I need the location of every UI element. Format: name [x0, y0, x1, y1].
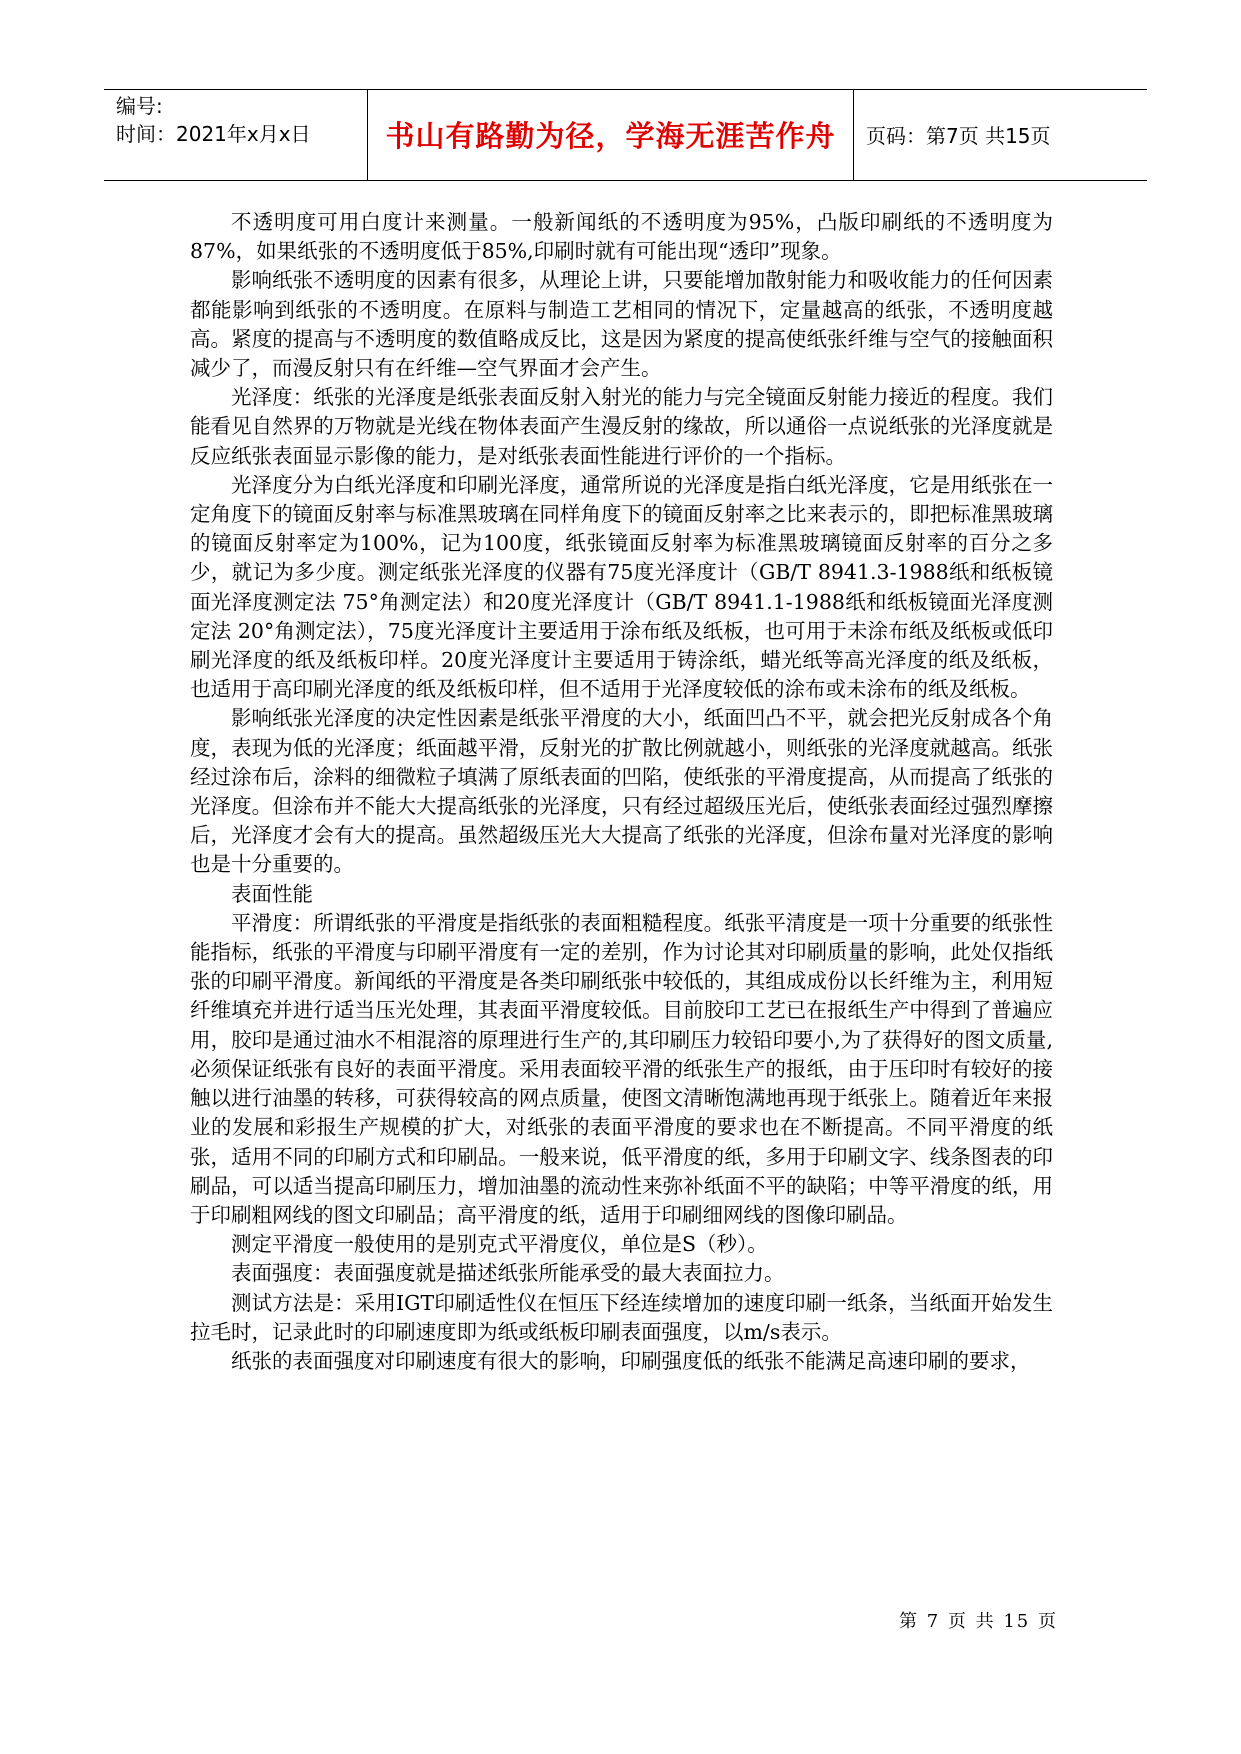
paragraph: 影响纸张不透明度的因素有很多，从理论上讲，只要能增加散射能力和吸收能力的任何因素都能影响到纸张的不透明度。在原料与制造工艺相同的情况下，定量越高的纸张，不透明度越高。紧度的提高与不透明度的数值略成反比，这是因为紧度的提高使纸张纤维与空气的接触面积减少了，而漫反射只有在纤维—空气界面才会产生。	[190, 268, 1053, 381]
document-number-label: 编号:	[116, 94, 163, 118]
header-divider	[853, 90, 854, 180]
paragraph: 光泽度：纸张的光泽度是纸张表面反射入射光的能力与完全镜面反射能力接近的程度。我们能看见自然界的万物就是光线在物体表面产生漫反射的缘故，所以通俗一点说纸张的光泽度就是反应纸张表面显示影像的能力，是对纸张表面性能进行评价的一个指标。	[190, 385, 1053, 468]
paragraph: 测定平滑度一般使用的是别克式平滑度仪，单位是S（秒）。	[231, 1232, 768, 1257]
paragraph: 光泽度分为白纸光泽度和印刷光泽度，通常所说的光泽度是指白纸光泽度，它是用纸张在一定角度下的镜面反射率与标准黑玻璃在同样角度下的镜面反射率之比来表示的，即把标准黑玻璃的镜面反射率定为100%，记为100度，纸张镜面反射率为标准黑玻璃镜面反射率的百分之多少，就记为多少度。测定纸张光泽度的仪器有75度光泽度计（GB/T 8941.3-1988纸和纸板镜面光泽度测定法 75°角测定法）和20度光泽度计（GB/T 8941.1-1988纸和纸板镜面光泽度测定法 20°角测定法），75度光泽度计主要适用于涂布纸及纸板，也可用于未涂布纸及纸板或低印刷光泽度的纸及纸板印样。20度光泽度计主要适用于铸涂纸，蜡光纸等高光泽度的纸及纸板，也适用于高印刷光泽度的纸及纸板印样，但不适用于光泽度较低的涂布或未涂布的纸及纸板。	[190, 472, 1053, 702]
header-meta	[116, 92, 366, 148]
header-page-number: 页码：第7页 共15页	[866, 124, 1051, 148]
paragraph: 纸张的表面强度对印刷速度有很大的影响，印刷强度低的纸张不能满足高速印刷的要求，	[231, 1348, 1031, 1373]
document-time-label: 时间：2021年x月x日	[116, 122, 311, 146]
section-heading: 表面性能	[231, 881, 313, 906]
document-body	[190, 208, 1053, 1376]
paragraph: 测试方法是：采用IGT印刷适性仪在恒压下经连续增加的速度印刷一纸条，当纸面开始发生拉毛时，记录此时的印刷速度即为纸或纸板印刷表面强度，以m/s表示。	[190, 1290, 1053, 1344]
paragraph: 影响纸张光泽度的决定性因素是纸张平滑度的大小，纸面凹凸不平，就会把光反射成各个角度，表现为低的光泽度；纸面越平滑，反射光的扩散比例就越小，则纸张的光泽度就越高。纸张经过涂布后，涂料的细微粒子填满了原纸表面的凹陷，使纸张的平滑度提高，从而提高了纸张的光泽度。但涂布并不能大大提高纸张的光泽度，只有经过超级压光后，使纸张表面经过强烈摩擦后，光泽度才会有大的提高。虽然超级压光大大提高了纸张的光泽度，但涂布量对光泽度的影响也是十分重要的。	[190, 706, 1053, 877]
paragraph: 平滑度：所谓纸张的平滑度是指纸张的表面粗糙程度。纸张平清度是一项十分重要的纸张性能指标，纸张的平滑度与印刷平滑度有一定的差别，作为讨论其对印刷质量的影响，此处仅指纸张的印刷平滑度。新闻纸的平滑度是各类印刷纸张中较低的，其组成成份以长纤维为主，利用短纤维填充并进行适当压光处理，其表面平滑度较低。目前胶印工艺已在报纸生产中得到了普遍应用，胶印是通过油水不相混溶的原理进行生产的,其印刷压力较铅印要小,为了获得好的图文质量,必须保证纸张有良好的表面平滑度。采用表面较平滑的纸张生产的报纸，由于压印时有较好的接触以进行油墨的转移，可获得较高的网点质量，使图文清晰饱满地再现于纸张上。随着近年来报业的发展和彩报生产规模的扩大，对纸张的表面平滑度的要求也在不断提高。不同平滑度的纸张，适用不同的印刷方式和印刷品。一般来说，低平滑度的纸，多用于印刷文字、线条图表的印刷品，可以适当提高印刷压力，增加油墨的流动性来弥补纸面不平的缺陷；中等平滑度的纸，用于印刷粗网线的图文印刷品；高平滑度的纸，适用于印刷细网线的图像印刷品。	[190, 910, 1053, 1227]
paragraph: 不透明度可用白度计来测量。一般新闻纸的不透明度为95%，凸版印刷纸的不透明度为87%，如果纸张的不透明度低于85%,印刷时就有可能出现“透印”现象。	[190, 210, 1053, 264]
paragraph: 表面强度：表面强度就是描述纸张所能承受的最大表面拉力。	[231, 1261, 785, 1286]
page-footer: 第 7 页 共 15 页	[899, 1611, 1058, 1632]
header-motto: 书山有路勤为径，学海无涯苦作舟	[385, 119, 836, 153]
page-header	[104, 89, 1147, 181]
